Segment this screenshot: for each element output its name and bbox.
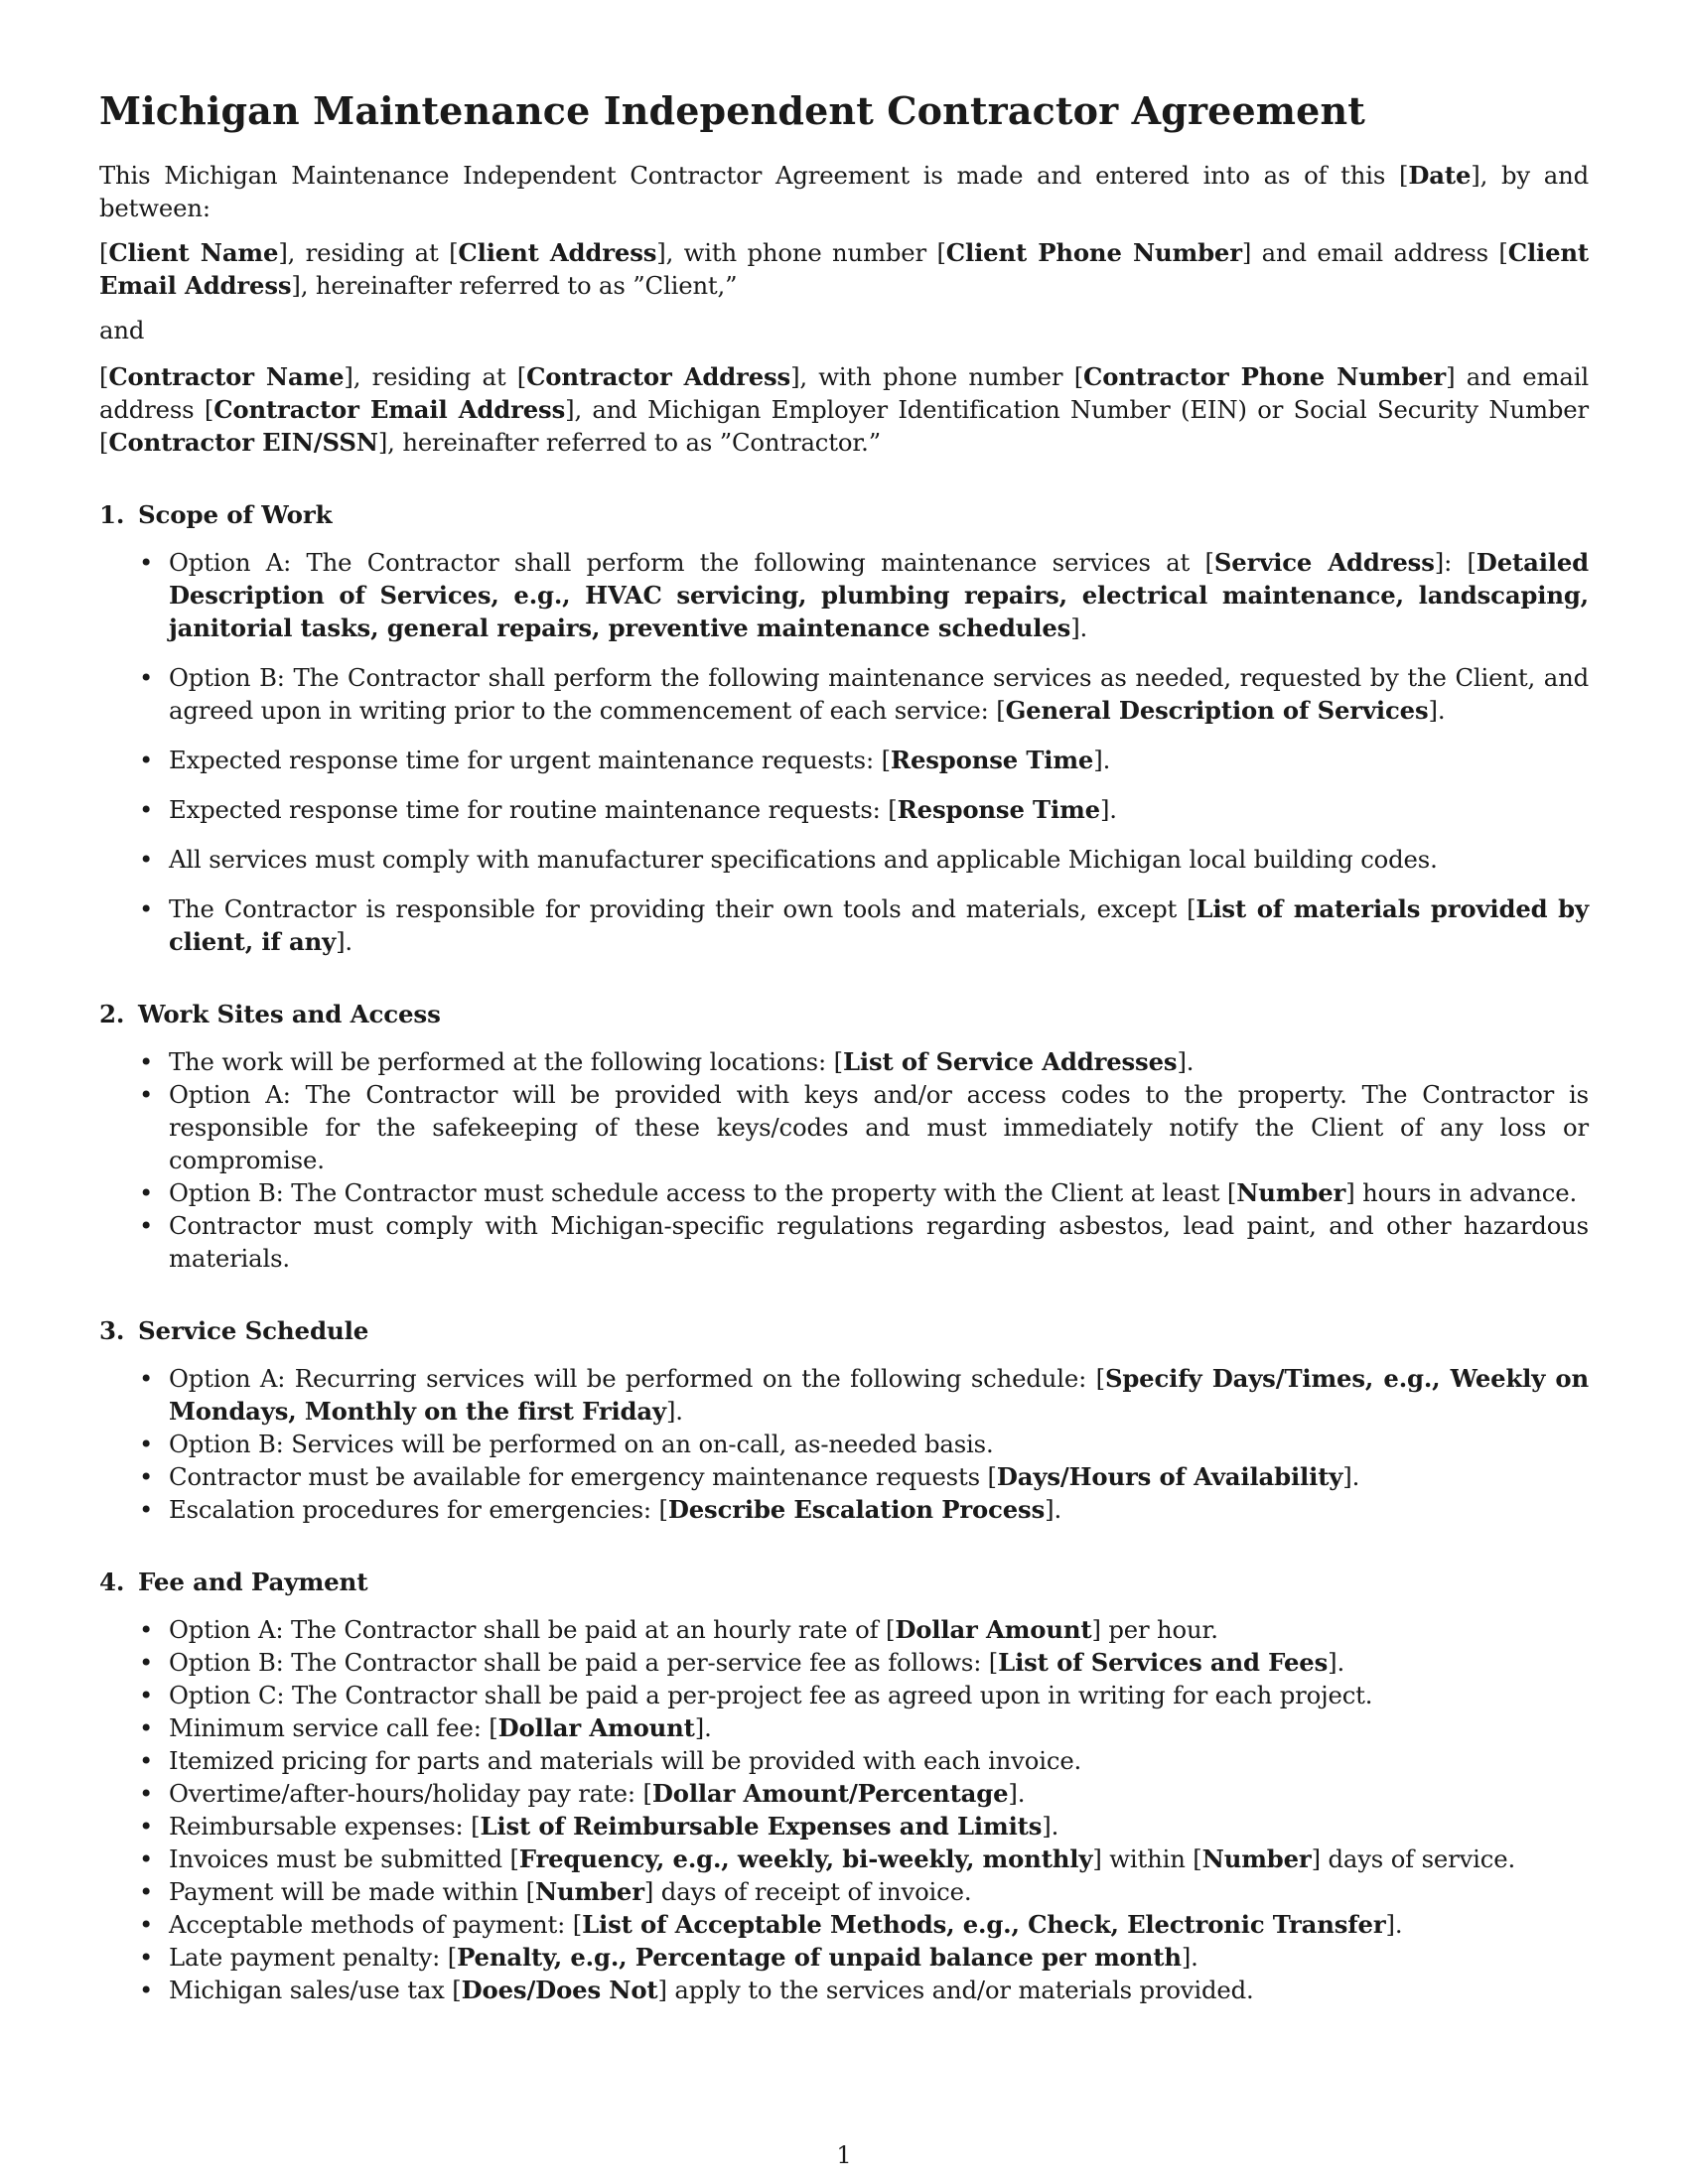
text-segment: ], hereinafter referred to as ”Client,” (291, 271, 738, 300)
text-segment: Contractor must comply with Michigan-specific regulations regarding asbestos, lead paint, and other hazardous materials. (169, 1211, 1589, 1273)
placeholder-field: List of Services and Fees (998, 1648, 1329, 1677)
text-segment: ]. (1342, 1462, 1360, 1491)
text-segment: ] and email address [ (99, 362, 1589, 424)
text-segment: ]. (1099, 795, 1117, 824)
placeholder-field: Number (534, 1877, 644, 1906)
placeholder-field: List of Acceptable Methods, e.g., Check, Electronic Transfer (582, 1910, 1386, 1939)
text-segment: ]. (1428, 696, 1446, 725)
list-item (99, 1875, 1589, 1908)
text-segment: Payment will be made within [ (169, 1877, 535, 1906)
placeholder-field: Contractor Name (108, 362, 345, 391)
text-segment: ] hours in advance. (1345, 1178, 1578, 1207)
section-list (99, 1613, 1589, 2006)
placeholder-field: Contractor EIN/SSN (108, 428, 378, 457)
placeholder-field: Does/Does Not (461, 1976, 658, 2004)
section-title: Work Sites and Access (138, 1000, 441, 1028)
list-item (99, 1493, 1589, 1526)
section-heading (99, 1566, 1589, 1598)
text-segment: ]. (1181, 1943, 1198, 1972)
text-segment: ]. (336, 927, 352, 956)
placeholder-field: Client Address (458, 238, 657, 267)
list-item (99, 546, 1589, 644)
list-item (99, 1078, 1589, 1176)
list-item (99, 1362, 1589, 1428)
text-segment: Contractor must be available for emergency maintenance requests [ (169, 1462, 997, 1491)
text-segment: ], with phone number [ (656, 238, 946, 267)
text-segment: Escalation procedures for emergencies: [ (169, 1495, 668, 1524)
text-segment: Expected response time for routine maintenance requests: [ (169, 795, 898, 824)
placeholder-field: List of Reimbursable Expenses and Limits (480, 1812, 1043, 1841)
text-segment: This Michigan Maintenance Independent Contractor Agreement is made and entered into as of this [ (99, 161, 1409, 190)
list-item (99, 1974, 1589, 2006)
text-segment: ]. (1093, 746, 1111, 774)
text-segment: ]. (694, 1713, 712, 1742)
section-number: 3. (99, 1316, 125, 1345)
contractor-party-paragraph (99, 360, 1589, 459)
text-segment: Option C: The Contractor shall be paid a per-project fee as agreed upon in writing for each project. (169, 1681, 1373, 1709)
text-segment: ], with phone number [ (790, 362, 1084, 391)
intro-paragraph (99, 159, 1589, 224)
list-item (99, 843, 1589, 876)
text-segment: [ (99, 238, 109, 267)
list-item (99, 1460, 1589, 1493)
section-number: 4. (99, 1568, 125, 1596)
text-segment: Option B: The Contractor must schedule access to the property with the Client at least [ (169, 1178, 1237, 1207)
text-segment: ]: [ (1434, 548, 1477, 577)
placeholder-field: Dollar Amount/Percentage (651, 1779, 1009, 1808)
section-list (99, 1362, 1589, 1526)
text-segment: Acceptable methods of payment: [ (169, 1910, 583, 1939)
section-heading (99, 998, 1589, 1030)
agreement-page (99, 87, 1589, 2006)
section-title: Fee and Payment (138, 1568, 368, 1596)
list-item (99, 1941, 1589, 1974)
text-segment: Itemized pricing for parts and materials will be provided with each invoice. (169, 1746, 1082, 1775)
document-title: Michigan Maintenance Independent Contractor Agreement (99, 88, 1365, 133)
list-item (99, 1428, 1589, 1460)
text-segment: Option A: The Contractor shall be paid at an hourly rate of [ (169, 1615, 896, 1644)
placeholder-field: Number (1236, 1178, 1346, 1207)
text-segment: Invoices must be submitted [ (169, 1844, 519, 1873)
text-segment: Expected response time for urgent maintenance requests: [ (169, 746, 891, 774)
section-number: 1. (99, 500, 125, 529)
sections-container (99, 498, 1589, 2006)
placeholder-field: Dollar Amount (895, 1615, 1092, 1644)
placeholder-field: Client Phone Number (945, 238, 1242, 267)
list-item (99, 892, 1589, 958)
list-item (99, 1613, 1589, 1646)
placeholder-field: Describe Escalation Process (667, 1495, 1046, 1524)
text-segment: The Contractor is responsible for providing their own tools and materials, except [ (169, 894, 1196, 923)
placeholder-field: Contractor Phone Number (1083, 362, 1447, 391)
section-title: Service Schedule (138, 1316, 369, 1345)
list-item (99, 1843, 1589, 1875)
placeholder-field: Client Email Address (99, 238, 1590, 300)
placeholder-field: Contractor Address (526, 362, 791, 391)
text-segment: Michigan sales/use tax [ (169, 1976, 462, 2004)
section-list (99, 1045, 1589, 1275)
list-item (99, 1810, 1589, 1843)
section-heading (99, 498, 1589, 531)
placeholder-field: Days/Hours of Availability (996, 1462, 1343, 1491)
text-segment: Overtime/after-hours/holiday pay rate: [ (169, 1779, 652, 1808)
text-segment: Option B: The Contractor shall be paid a per-service fee as follows: [ (169, 1648, 999, 1677)
text-segment: Option A: The Contractor will be provided with keys and/or access codes to the property. The Contractor is responsible for the safekeeping of these keys/codes and must immediately notify the Client of any loss or compromise. (169, 1080, 1589, 1174)
text-segment: ], by and between: (99, 161, 1589, 222)
text-segment: All services must comply with manufacturer specifications and applicable Michigan local building codes. (169, 845, 1438, 874)
client-party-paragraph (99, 236, 1589, 302)
placeholder-field: Specify Days/Times, e.g., Weekly on Mondays, Monthly on the first Friday (169, 1364, 1589, 1426)
placeholder-field: List of Service Addresses (842, 1047, 1178, 1076)
list-item (99, 1646, 1589, 1679)
text-segment: ] per hour. (1091, 1615, 1218, 1644)
list-item (99, 1176, 1589, 1209)
text-segment: Option A: Recurring services will be performed on the following schedule: [ (169, 1364, 1105, 1393)
text-segment: ], residing at [ (278, 238, 459, 267)
text-segment: The work will be performed at the following locations: [ (169, 1047, 843, 1076)
placeholder-field: Frequency, e.g., weekly, bi-weekly, monthly (518, 1844, 1093, 1873)
placeholder-field: Service Address (1213, 548, 1435, 577)
placeholder-field: Dollar Amount (497, 1713, 695, 1742)
text-segment: Minimum service call fee: [ (169, 1713, 498, 1742)
list-item (99, 793, 1589, 826)
placeholder-field: General Description of Services (1005, 696, 1429, 725)
placeholder-field: Response Time (890, 746, 1094, 774)
text-segment: ]. (1328, 1648, 1345, 1677)
text-segment: ] within [ (1092, 1844, 1202, 1873)
text-segment: ] and email address [ (1241, 238, 1508, 267)
placeholder-field: Client Name (108, 238, 279, 267)
placeholder-field: Detailed Description of Services, e.g., HVAC servicing, plumbing repairs, electrical maintenance, landscaping, janitorial tasks, general repairs, preventive maintenance schedules (169, 548, 1589, 642)
text-segment: ] days of service. (1311, 1844, 1516, 1873)
text-segment: ]. (1008, 1779, 1026, 1808)
and-paragraph: and (99, 316, 145, 344)
text-segment: ]. (1177, 1047, 1195, 1076)
list-item (99, 1679, 1589, 1711)
placeholder-field: List of materials provided by client, if any (169, 894, 1589, 956)
list-item (99, 744, 1589, 776)
placeholder-field: Penalty, e.g., Percentage of unpaid balance per month (457, 1943, 1182, 1972)
text-segment: Reimbursable expenses: [ (169, 1812, 481, 1841)
list-item (99, 1777, 1589, 1810)
text-segment: ]. (1042, 1812, 1059, 1841)
text-segment: ]. (1045, 1495, 1062, 1524)
text-segment: ] apply to the services and/or materials provided. (657, 1976, 1254, 2004)
placeholder-field: Response Time (897, 795, 1100, 824)
list-item (99, 1744, 1589, 1777)
text-segment: Option A: The Contractor shall perform the following maintenance services at [ (169, 548, 1214, 577)
list-item (99, 661, 1589, 727)
text-segment: Option B: The Contractor shall perform the following maintenance services as needed, requested by the Client, and agreed upon in writing prior to the commencement of each service: [ (169, 663, 1589, 725)
placeholder-field: Number (1201, 1844, 1312, 1873)
text-segment: ]. (1070, 614, 1088, 642)
page-number: 1 (836, 2141, 852, 2169)
text-segment: Late payment penalty: [ (169, 1943, 458, 1972)
text-segment: [ (99, 362, 109, 391)
text-segment: ], and Michigan Employer Identification Number (EIN) or Social Security Number [ (99, 395, 1589, 457)
section-number: 2. (99, 1000, 125, 1028)
section-title: Scope of Work (138, 500, 333, 529)
list-item (99, 1209, 1589, 1275)
text-segment: ], residing at [ (344, 362, 527, 391)
list-item (99, 1045, 1589, 1078)
text-segment: ]. (665, 1397, 683, 1426)
placeholder-field: Date (1408, 161, 1472, 190)
text-segment: ], hereinafter referred to as ”Contractor.” (377, 428, 882, 457)
section-list (99, 546, 1589, 958)
list-item (99, 1711, 1589, 1744)
placeholder-field: Contractor Email Address (213, 395, 566, 424)
text-segment: ] days of receipt of invoice. (643, 1877, 972, 1906)
text-segment: Option B: Services will be performed on an on-call, as-needed basis. (169, 1430, 994, 1458)
section-heading (99, 1314, 1589, 1347)
list-item (99, 1908, 1589, 1941)
text-segment: ]. (1385, 1910, 1403, 1939)
